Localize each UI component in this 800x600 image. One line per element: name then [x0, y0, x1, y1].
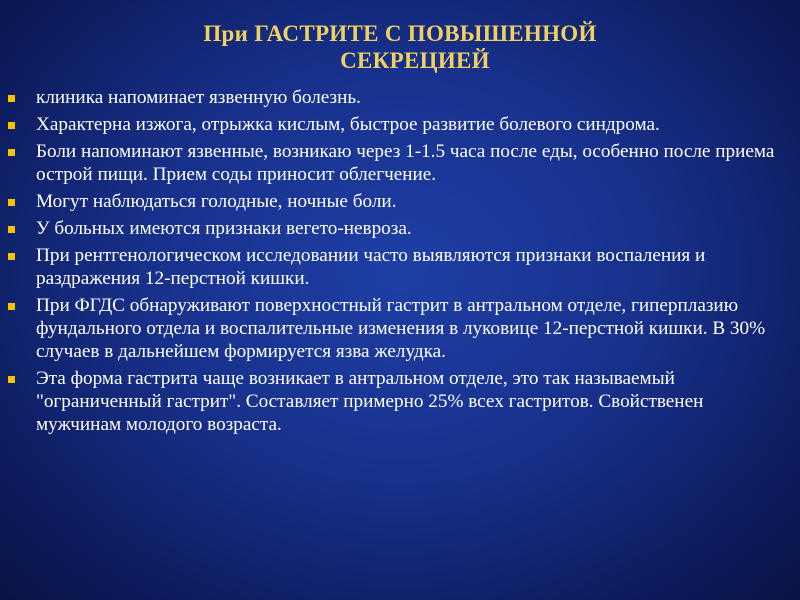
bullet-list — [0, 86, 800, 440]
bullet-text: Характерна изжога, отрыжка кислым, быстрое развитие болевого синдрома. — [36, 114, 660, 135]
bullet-text: У больных имеются признаки вегето-невроза. — [36, 218, 412, 239]
bullet-item — [0, 244, 800, 290]
square-bullet-icon — [8, 95, 15, 102]
bullet-item — [0, 294, 800, 363]
bullet-item — [0, 86, 800, 109]
bullet-item — [0, 217, 800, 240]
bullet-item — [0, 190, 800, 213]
bullet-text: Эта форма гастрита чаще возникает в антральном отделе, это так называемый "ограниченный гастрит". Составляет примерно 25% всех гастритов. Свойственен мужчинам молодого возраста. — [36, 368, 704, 435]
bullet-text: клиника напоминает язвенную болезнь. — [36, 87, 361, 108]
square-bullet-icon — [8, 226, 15, 233]
square-bullet-icon — [8, 253, 15, 260]
title-line-1: При ГАСТРИТЕ С ПОВЫШЕННОЙ — [203, 21, 597, 46]
square-bullet-icon — [8, 199, 15, 206]
square-bullet-icon — [8, 149, 15, 156]
bullet-item — [0, 140, 800, 186]
bullet-text: При ФГДС обнаруживают поверхностный гастрит в антральном отделе, гиперплазию фундального отдела и воспалительные изменения в луковице 12-перстной кишки. В 30% случаев в дальнейшем формируется язва желудка. — [36, 295, 766, 362]
square-bullet-icon — [8, 122, 15, 129]
bullet-text: При рентгенологическом исследовании часто выявляются признаки воспаления и раздражения 12-перстной кишки. — [36, 245, 706, 289]
square-bullet-icon — [8, 376, 15, 383]
title-line-2: СЕКРЕЦИЕЙ — [340, 48, 490, 73]
bullet-item — [0, 113, 800, 136]
bullet-text: Могут наблюдаться голодные, ночные боли. — [36, 191, 397, 212]
bullet-text: Боли напоминают язвенные, возникаю через 1-1.5 часа после еды, особенно после приема острой пищи. Прием соды приносит облегчение. — [36, 141, 775, 185]
slide-title — [0, 20, 800, 74]
bullet-item — [0, 367, 800, 436]
square-bullet-icon — [8, 303, 15, 310]
